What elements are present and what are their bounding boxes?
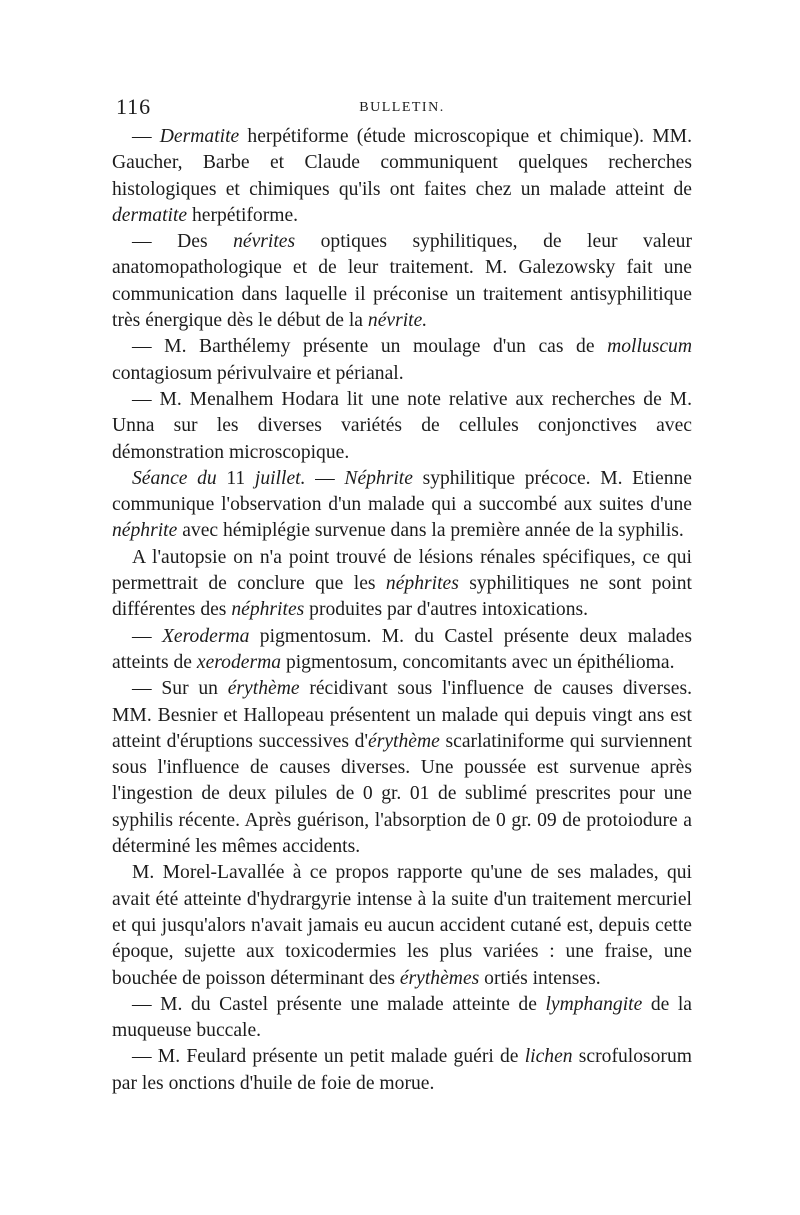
page-number: 116 [116,94,152,119]
text-run: pigmentosum, concomitants avec un épithélioma. [281,651,675,673]
italic-text-run: xeroderma [196,651,282,673]
text-run: scarlatiniforme qui surviennent sous l'influence de causes diverses. Une poussée est survenue après l'ingestion de deux pilules de 0 gr. 01 de sublimé prescrites pour une syphilis récente. Après guérison, l'absorption de 0 gr. 09 de protoiodure a déterminé les mêmes accidents. [112,730,692,858]
italic-text-run: érythèmes [399,967,480,989]
italic-text-run: névrites [233,231,296,253]
paragraph [112,1044,692,1097]
text-run: — M. Barthélemy présente un moulage d'un cas de [132,336,608,358]
text-run: — Sur un [132,678,228,700]
italic-text-run: néphrites [231,599,305,621]
paragraph [112,124,692,229]
text-run: — [132,625,162,647]
text-run: pigmentosum. M. du Castel présente deux malades atteints de [112,625,692,673]
paragraph [112,387,692,466]
paragraph [112,466,692,545]
text-run: — [305,467,345,489]
text-run: syphilitiques ne sont point différentes des [112,573,692,621]
italic-text-run: érythème [227,678,300,700]
paragraph [112,624,692,677]
italic-text-run: néphrites [385,573,459,595]
text-run: optiques syphilitiques, de leur valeur anatomopathologique et de leur traitement. M. Galezowsky fait une communication dans laquelle il préconise un traitement antisyphilitique très énergique dès le début de la [112,231,692,332]
italic-text-run: névrite. [367,310,428,332]
italic-text-run: molluscum [607,336,692,358]
text-run: — M. Feulard présente un petit malade guéri de [132,1046,525,1068]
italic-text-run: lymphangite [545,993,643,1015]
text-run: — M. du Castel présente une malade atteinte de [132,993,546,1015]
paragraph [112,334,692,387]
running-title: BULLETIN. [359,100,445,115]
italic-text-run: lichen [524,1046,573,1068]
text-run: scrofulosorum par les onctions d'huile de foie de morue. [112,1046,692,1094]
page-header [112,90,692,124]
document-page [112,90,692,1097]
text-run: M. Morel-Lavallée à ce propos rapporte qu'une de ses malades, qui avait été atteinte d'hydrargyrie intense à la suite d'un traitement mercuriel et qui jusqu'alors n'avait jamais eu aucun accident cutané est, depuis cette époque, sujette aux toxicodermies les plus variées : une fraise, une bouchée de poisson déterminant des [112,862,692,989]
text-run: contagiosum périvulvaire et périanal. [112,362,404,384]
text-run: A l'autopsie on n'a point trouvé de lésions rénales spécifiques, ce qui permettrait de conclure que les [112,546,692,595]
text-run: — Des [132,231,234,253]
text-run: herpétiforme. [187,204,299,226]
text-run: avec hémiplégie survenue dans la première année de la syphilis. [177,520,684,542]
paragraph [112,229,692,334]
italic-text-run: Néphrite [344,467,413,489]
italic-text-run: dermatite [112,204,188,226]
text-run: 11 [216,467,255,489]
text-run: produites par d'autres intoxications. [304,599,589,621]
paragraph [112,992,692,1045]
text-run: syphilitique précoce. M. Etienne communique l'observation d'un malade qui a succombé aux suites d'une [112,467,692,516]
italic-text-run: Séance du [132,467,217,489]
text-run: — M. Menalhem Hodara lit une note relative aux recherches de M. Unna sur les diverses variétés de cellules conjonctives avec démonstration microscopique. [112,388,692,463]
text-run: récidivant sous l'influence de causes diverses. MM. Besnier et Hallopeau présentent un malade qui depuis vingt ans est atteint d'éruptions successives d' [112,678,692,752]
italic-text-run: juillet. [254,467,306,489]
paragraph [112,860,692,991]
text-run: — [132,126,160,147]
italic-text-run: Dermatite [159,126,240,147]
text-run: de la muqueuse buccale. [112,993,692,1042]
text-run: ortiés intenses. [479,967,601,989]
paragraph [112,676,692,860]
paragraph [112,545,692,624]
text-run: herpétiforme (étude microscopique et chimique). MM. Gaucher, Barbe et Claude communiquent quelques recherches histologiques et chimiques qu'ils ont faites chez un malade atteint de [112,126,692,200]
italic-text-run: néphrite [112,520,178,542]
italic-text-run: érythème [368,730,440,752]
article-body [112,124,692,1097]
italic-text-run: Xeroderma [161,625,250,647]
